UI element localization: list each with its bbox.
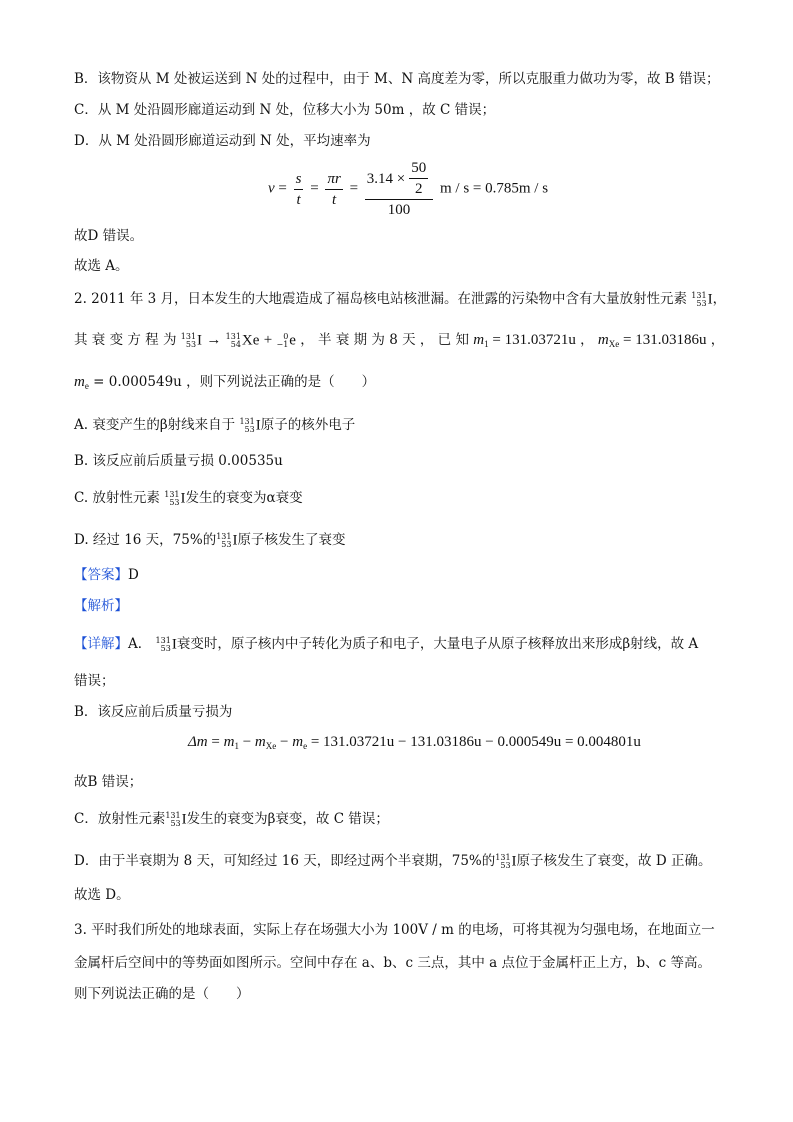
average-speed-formula: v = $\frac{s}{t}$ = $\frac{\pi r}{t}$ = 3.14 × $\frac{50}{2}$ 100 m / s = 0.785m / s (268, 160, 549, 218)
prev-option-d: D．从 M 处沿圆形廊道运动到 N 处，平均速率为 (74, 133, 371, 149)
q2-stem-line1: 2. 2011 年 3 月，日本发生的大地震造成了福岛核电站核泄漏。在泄露的污染物中含有大量放射性元素 131 53 I， (74, 290, 727, 308)
prev-option-b: B．该物资从 M 处被运送到 N 处的过程中，由于 M、N 高度差为零，所以克服重力做功为零，故 B 错误； (74, 71, 720, 87)
q2-option-b: B. 该反应前后质量亏损 0.00535u (74, 453, 283, 469)
q3-line2: 金属杆后空间中的等势面如图所示。空间中存在 a、b、c 三点，其中 a 点位于金属杆正上方，b、c 等高。 (74, 955, 711, 971)
q2-choice: 故选 D。 (74, 887, 130, 903)
mass-defect-formula: $\Delta m = m_1 - m_{Xe} - m_e = 131.03721u - 131.03186u - 0.000549u = 0.004801u$ (188, 734, 641, 751)
detail-c-line: C．放射性元素 131 53 I发生的衰变为β衰变，故 C 错误； (74, 810, 389, 828)
detail-b-conclusion: 故B 错误； (74, 774, 143, 790)
prev-option-c: C．从 M 处沿圆形廊道运动到 N 处，位移大小为 50m ，故 C 错误； (74, 102, 496, 118)
prev-conclusion: 故D 错误。 (74, 228, 144, 244)
prev-choice: 故选 A。 (74, 258, 129, 274)
detail-a-line2: 错误； (74, 673, 115, 689)
answer-value: D (128, 567, 139, 583)
detail-b-line: B．该反应前后质量亏损为 (74, 704, 233, 720)
detail-d-line: D．由于半衰期为 8 天，可知经过 16 天，即经过两个半衰期，75%的 131 53 I原子核发生了衰变，故 D 正确。 (74, 852, 712, 870)
q2-option-a: A. 衰变产生的β射线来自于 131 53 I原子的核外电子 (74, 416, 356, 434)
q2-stem-line3: $m_e = 0.000549u$ ，则下列说法正确的是（ ） (74, 374, 376, 391)
q2-option-c: C. 放射性元素 131 53 I发生的衰变为α衰变 (74, 489, 303, 507)
answer-label: 【答案】 (74, 567, 128, 583)
q3-line1: 3. 平时我们所处的地球表面，实际上存在场强大小为 100V / m 的电场，可将其视为匀强电场，在地面立一 (74, 922, 715, 938)
analysis-label: 【解析】 (74, 598, 128, 614)
detail-a-line1: 【详解】A． 131 53 I衰变时，原子核内中子转化为质子和电子，大量电子从原子核释放出来形成β射线，故 A (74, 635, 699, 653)
detail-label: 【详解】 (74, 636, 128, 652)
q3-line3: 则下列说法正确的是（ ） (74, 986, 250, 1002)
q2-option-d: D. 经过 16 天，75%的 131 53 I原子核发生了衰变 (74, 531, 346, 549)
iodine-nuclide: 131 53 I (691, 290, 713, 308)
q2-stem-line2: 其 衰 变 方 程 为 131 53 I → 131 54 Xe + 0 −1 e ， 半 衰 期 为 8 天 ， 已 知 $m_1 = 131.03721u$ ， $m_{Xe} = 131.03186u$ ， (74, 331, 725, 349)
answer-line (74, 565, 139, 585)
